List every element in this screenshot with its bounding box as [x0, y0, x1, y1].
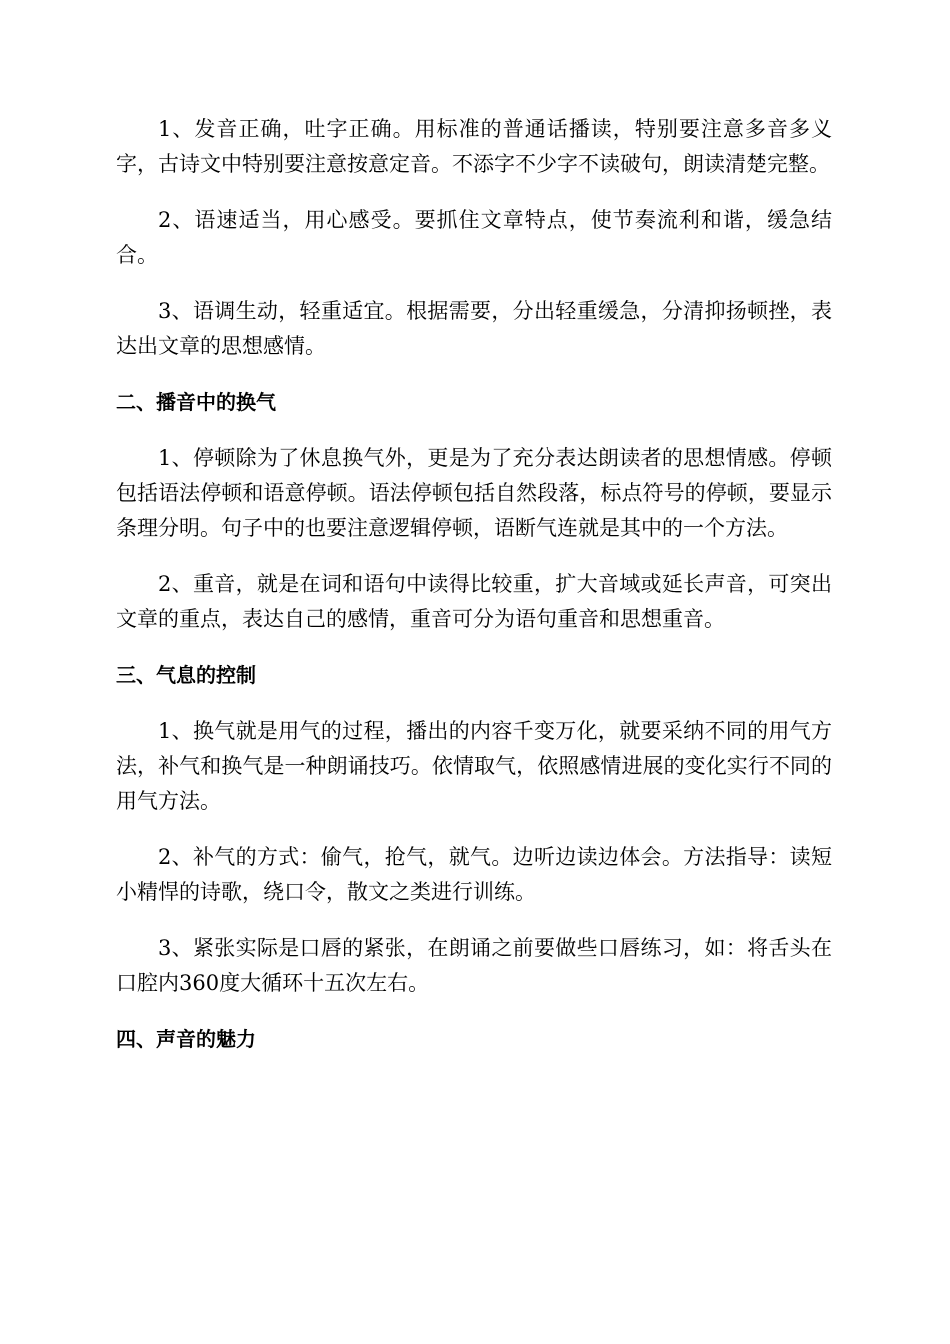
paragraph-breath-change: 1、换气就是用气的过程，播出的内容千变万化，就要采纳不同的用气方法，补气和换气是一种朗诵技巧。依情取气，依照感情进展的变化实行不同的用气方法。: [116, 719, 832, 813]
document-page: [116, 112, 832, 1078]
heading-breath-control: 三、气息的控制: [116, 663, 256, 687]
heading-breathing-change: 二、播音中的换气: [116, 390, 276, 414]
paragraph-intonation: 3、语调生动，轻重适宜。根据需要，分出轻重缓急，分清抑扬顿挫，表达出文章的思想感情。: [116, 299, 832, 358]
paragraph-lip-tension: 3、紧张实际是口唇的紧张，在朗诵之前要做些口唇练习，如：将舌头在口腔内360度大循环十五次左右。: [116, 936, 832, 995]
paragraph-pronunciation: 1、发音正确，吐字正确。用标准的普通话播读，特别要注意多音多义字，古诗文中特别要注意按意定音。不添字不少字不读破句，朗读清楚完整。: [116, 117, 832, 176]
paragraph-speed: 2、语速适当，用心感受。要抓住文章特点，使节奏流利和谐，缓急结合。: [116, 208, 832, 267]
heading-voice-charm: 四、声音的魅力: [116, 1027, 256, 1051]
paragraph-pause: 1、停顿除为了休息换气外，更是为了充分表达朗读者的思想情感。停顿包括语法停顿和语意停顿。语法停顿包括自然段落，标点符号的停顿，要显示条理分明。句子中的也要注意逻辑停顿，语断气连就是其中的一个方法。: [116, 446, 832, 540]
paragraph-supplement-breath: 2、补气的方式：偷气，抢气，就气。边听边读边体会。方法指导：读短小精悍的诗歌，绕口令，散文之类进行训练。: [116, 845, 832, 904]
paragraph-stress: 2、重音，就是在词和语句中读得比较重，扩大音域或延长声音，可突出文章的重点，表达自己的感情，重音可分为语句重音和思想重音。: [116, 572, 832, 631]
